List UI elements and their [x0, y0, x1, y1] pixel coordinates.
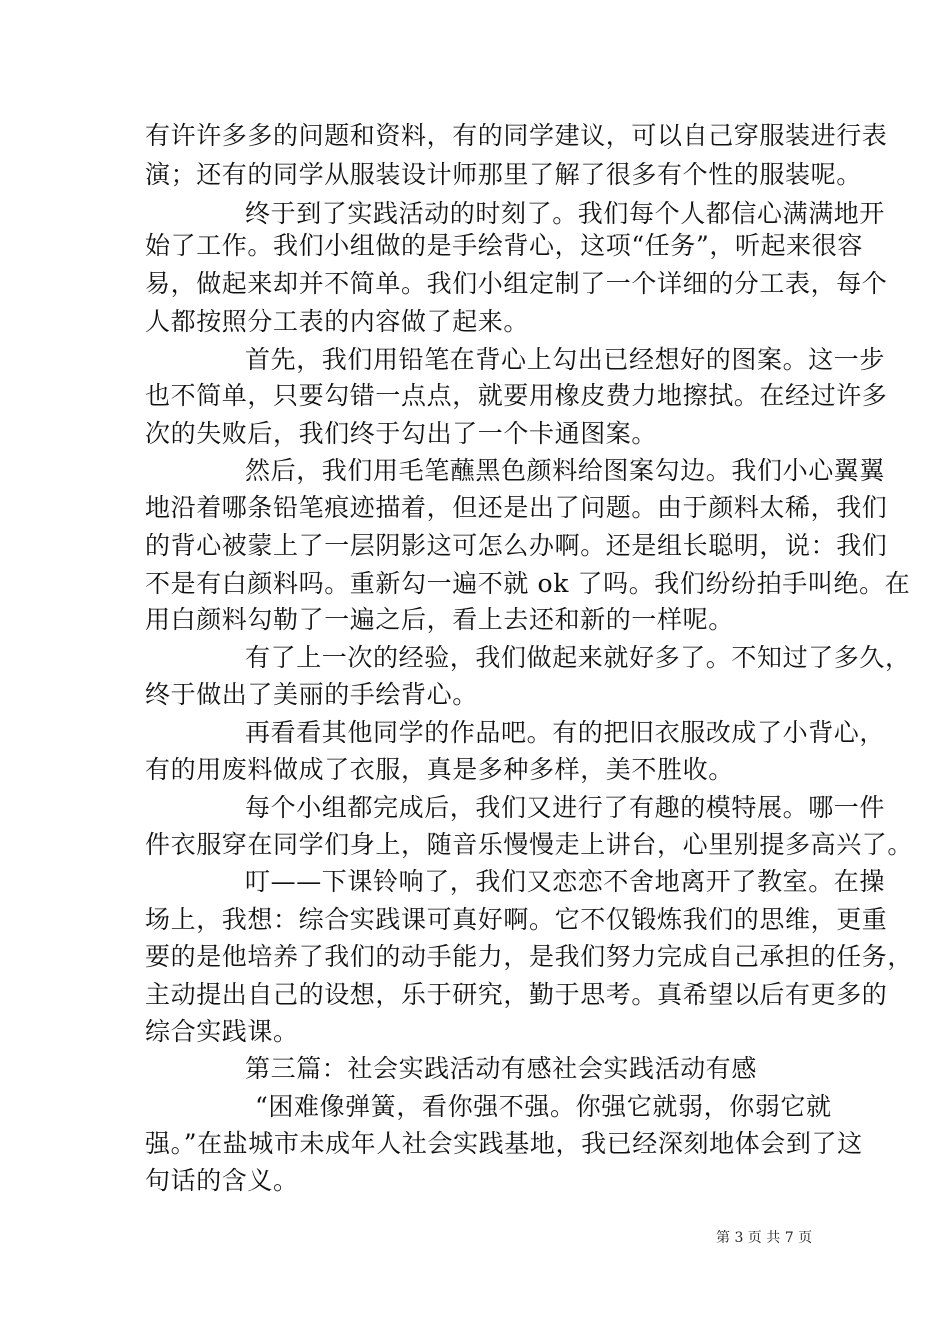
text-line: 演；还有的同学从服装设计师那里了解了很多有个性的服装呢。	[145, 160, 862, 189]
text-line: 有许许多多的问题和资料，有的同学建议，可以自己穿服装进行表	[145, 121, 888, 150]
paragraph-first-line: 每个小组都完成后，我们又进行了有趣的模特展。哪一件	[245, 793, 886, 822]
text-line: 易，做起来却并不简单。我们小组定制了一个详细的分工表，每个	[145, 269, 888, 298]
text-line: 地沿着哪条铅笔痕迹描着，但还是出了问题。由于颜料太稀，我们	[145, 493, 888, 522]
text-line: 要的是他培养了我们的动手能力，是我们努力完成自己承担的任务，	[145, 942, 914, 971]
paragraph-first-line: 有了上一次的经验，我们做起来就好多了。不知过了多久，	[245, 643, 911, 672]
paragraph-first-line: 再看看其他同学的作品吧。有的把旧衣服改成了小背心，	[245, 718, 886, 747]
text-line: 综合实践课。	[145, 1017, 299, 1046]
text-line: 句话的含义。	[145, 1166, 299, 1195]
section-heading: 第三篇：社会实践活动有感社会实践活动有感	[245, 1054, 758, 1083]
text-line: 有的用废料做成了衣服，真是多种多样，美不胜收。	[145, 755, 734, 784]
paragraph-first-line: 首先，我们用铅笔在背心上勾出已经想好的图案。这一步	[245, 345, 886, 374]
text-line: 也不简单，只要勾错一点点，就要用橡皮费力地擦拭。在经过许多	[145, 381, 888, 410]
text-line: 件衣服穿在同学们身上，随音乐慢慢走上讲台，心里别提多高兴了。	[145, 830, 914, 859]
text-line: 场上，我想：综合实践课可真好啊。它不仅锻炼我们的思维，更重	[145, 905, 888, 934]
text-line: 强。”在盐城市未成年人社会实践基地，我已经深刻地体会到了这	[145, 1129, 863, 1158]
paragraph-first-line: 终于到了实践活动的时刻了。我们每个人都信心满满地开	[245, 199, 886, 228]
text-line: 不是有白颜料吗。重新勾一遍不就 ok 了吗。我们纷纷拍手叫绝。在	[145, 569, 911, 598]
text-line: 终于做出了美丽的手绘背心。	[145, 680, 478, 709]
text-line: 的背心被蒙上了一层阴影这可怎么办啊。还是组长聪明，说：我们	[145, 531, 888, 560]
text-line: 用白颜料勾勒了一遍之后，看上去还和新的一样呢。	[145, 605, 734, 634]
text-line: 次的失败后，我们终于勾出了一个卡通图案。	[145, 419, 658, 448]
paragraph-first-line: 叮——下课铃响了，我们又恋恋不舍地离开了教室。在操	[245, 867, 886, 896]
paragraph-first-line: 然后，我们用毛笔蘸黑色颜料给图案勾边。我们小心翼翼	[245, 456, 886, 485]
page-number-footer: 第 3 页 共 7 页	[716, 1230, 813, 1246]
paragraph-first-line: “困难像弹簧，看你强不强。你强它就弱，你弱它就	[255, 1092, 832, 1121]
text-line: 主动提出自己的设想，乐于研究，勤于思考。真希望以后有更多的	[145, 980, 888, 1009]
text-line: 人都按照分工表的内容做了起来。	[145, 307, 530, 336]
text-line: 始了工作。我们小组做的是手绘背心，这项“任务”，听起来很容	[145, 231, 863, 260]
